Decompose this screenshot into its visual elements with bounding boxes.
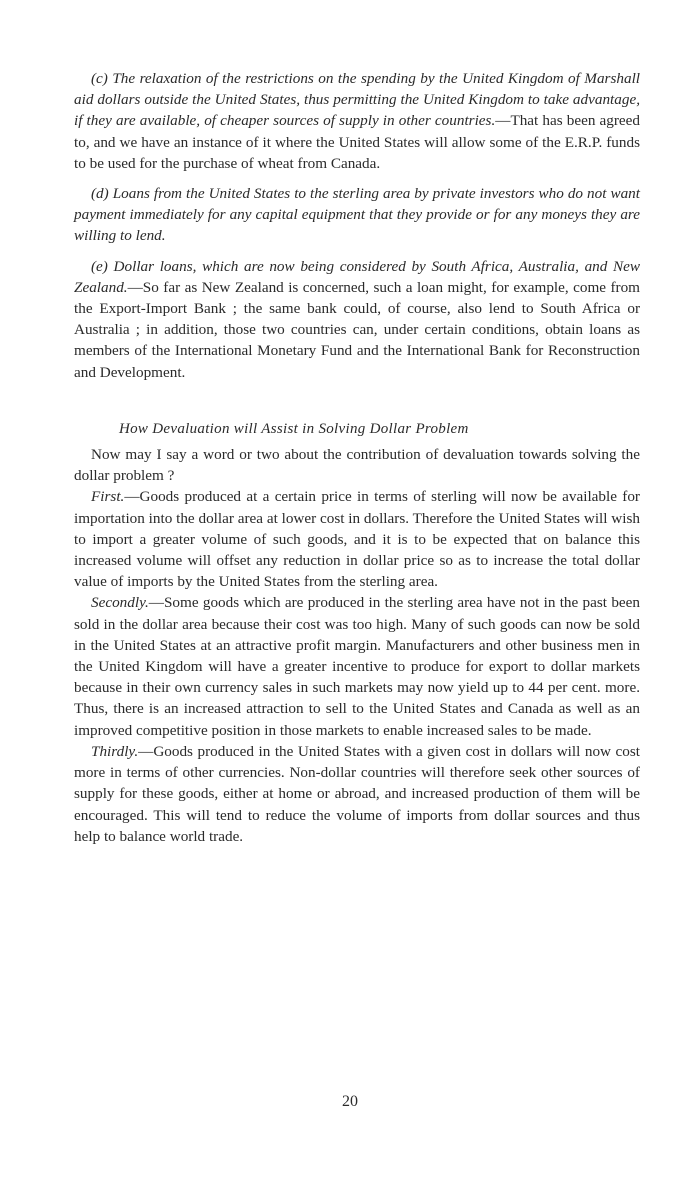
first-paragraph bbox=[74, 486, 640, 592]
first-text: —Goods produced at a certain price in terms of sterling will now be available for importation into the dollar area at lower cost in dollars. Therefore the United States will wish to import a greater volume of such goods, and it is to be expected that on balance this increased volume will offset any reduction in dollar price so as to increase the total dollar value of imports by the United States from the sterling area. bbox=[74, 488, 640, 591]
document-page bbox=[74, 68, 640, 847]
item-d-paragraph bbox=[74, 183, 640, 247]
page-number: 20 bbox=[342, 1093, 358, 1110]
item-c-label: (c) bbox=[91, 70, 108, 87]
item-e-paragraph bbox=[74, 256, 640, 383]
intro-text: Now may I say a word or two about the contribution of devaluation towards solving the dollar problem ? bbox=[74, 446, 640, 485]
item-e-text: —So far as New Zealand is concerned, such a loan might, for example, come from the Export-Import Bank ; the same bank could, of course, also lend to South Africa or Australia ; in addition, those two countries can, under certain conditions, obtain loans as members of the International Monetary Fund and the International Bank for Reconstruction and Development. bbox=[74, 278, 640, 381]
second-text: —Some goods which are produced in the sterling area have not in the past been sold in the dollar area because their cost was too high. Many of such goods can now be sold in the United States at an attractive profit margin. Manufacturers and other business men in the United Kingdom will have a greater incentive to produce for export to dollar markets because in their own currency sales in such markets may now yield up to 44 per cent. more. Thus, there is an increased attraction to sell to the United States and Canada as well as an improved competitive position in those markets to enable increased sales to be made. bbox=[74, 594, 640, 739]
item-d-label: (d) bbox=[91, 185, 109, 203]
third-label: Thirdly. bbox=[91, 742, 139, 760]
item-c-italic-text: The relaxation of the restrictions on the spending by the United Kingdom of Marshall aid dollars outside the United States, thus permitting the United Kingdom to take advantage, if they are available, of cheaper sources of supply in other countries. bbox=[74, 70, 641, 130]
item-e-label: (e) bbox=[91, 257, 108, 275]
item-c-text: —That has been agreed to, and we have an instance of it where the United States will allow some of the E.R.P. funds to be used for the purchase of wheat from Canada. bbox=[74, 112, 641, 172]
third-paragraph bbox=[74, 741, 640, 847]
section-heading: How Devaluation will Assist in Solving Dollar Problem bbox=[119, 420, 469, 437]
item-c-paragraph bbox=[74, 68, 640, 174]
second-paragraph bbox=[74, 592, 640, 740]
item-d-italic-text: Loans from the United States to the sterling area by private investors who do not want payment immediately for any capital equipment that they provide or for any moneys they are willing to lend. bbox=[74, 185, 640, 245]
item-e-italic-text: Dollar loans, which are now being considered by South Africa, Australia, and New Zealand. bbox=[74, 257, 641, 296]
third-text: —Goods produced in the United States with a given cost in dollars will now cost more in terms of other currencies. Non-dollar countries will therefore seek other sources of supply for these goods, either at home or abroad, and increased production of them will be encouraged. This will tend to reduce the volume of imports from dollar sources and thus help to balance world trade. bbox=[74, 742, 640, 845]
intro-paragraph bbox=[74, 444, 640, 486]
second-label: Secondly. bbox=[91, 594, 149, 612]
first-label: First. bbox=[91, 488, 125, 506]
